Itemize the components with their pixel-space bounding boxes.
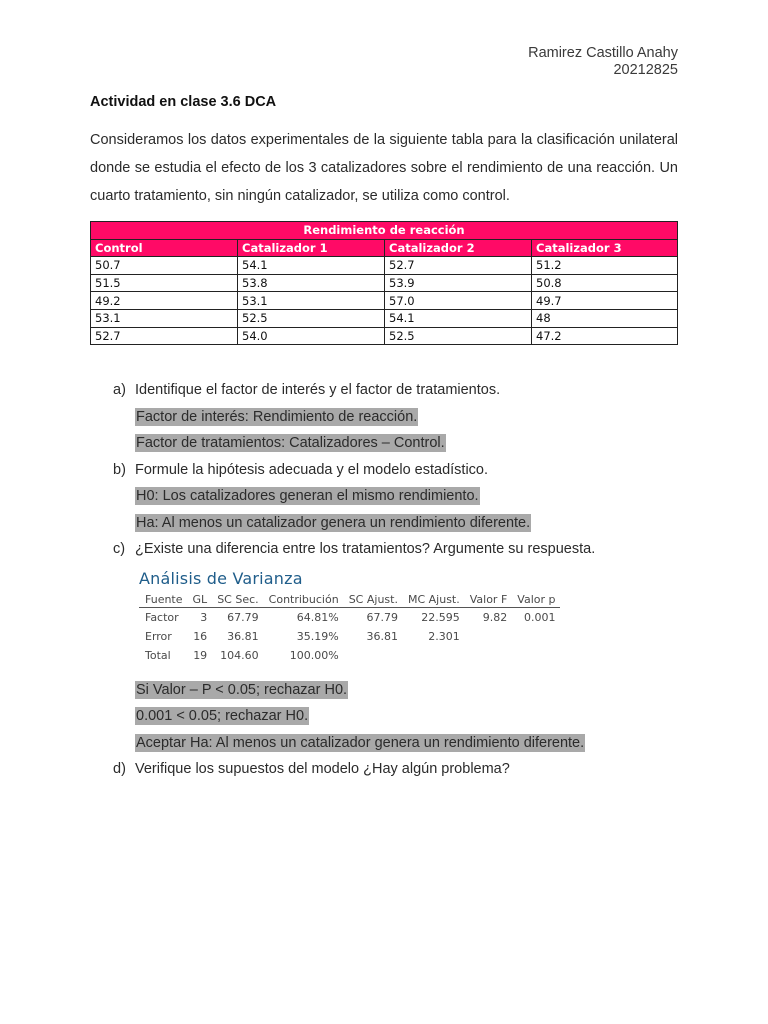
answer-highlight: Factor de tratamientos: Catalizadores – Control. bbox=[136, 435, 445, 451]
answer-highlight: Si Valor – P < 0.05; rechazar H0. bbox=[136, 681, 348, 698]
table-row bbox=[91, 274, 678, 292]
yield-data-table bbox=[90, 221, 678, 345]
question-a bbox=[113, 377, 693, 404]
anova-row bbox=[139, 646, 560, 665]
anova-cell bbox=[465, 627, 513, 646]
table-row bbox=[91, 327, 678, 345]
table-cell: 51.2 bbox=[532, 257, 678, 275]
column-header: Catalizador 1 bbox=[238, 239, 385, 257]
anova-block bbox=[139, 569, 599, 665]
anova-row bbox=[139, 607, 560, 627]
question-text: ¿Existe una diferencia entre los tratamientos? Argumente su respuesta. bbox=[135, 541, 596, 557]
anova-cell: 100.00% bbox=[289, 648, 339, 662]
author-block bbox=[528, 45, 678, 79]
column-header: Catalizador 2 bbox=[385, 239, 532, 257]
document-title: Actividad en clase 3.6 DCA bbox=[90, 94, 277, 110]
anova-cell: 104.60 bbox=[220, 648, 259, 662]
table-cell: 53.8 bbox=[238, 274, 385, 292]
table-cell: 57.0 bbox=[385, 292, 532, 310]
anova-column-header: Fuente bbox=[139, 592, 188, 608]
question-d bbox=[113, 756, 693, 783]
answer-highlight: Ha: Al menos un catalizador genera un rendimiento diferente. bbox=[136, 514, 531, 531]
anova-cell: 19 bbox=[193, 648, 208, 662]
question-b bbox=[113, 457, 693, 484]
table-header-row bbox=[91, 239, 678, 257]
list-marker: b) bbox=[113, 461, 126, 478]
anova-column-header: Valor p bbox=[512, 592, 560, 608]
list-marker: c) bbox=[113, 541, 126, 557]
question-text: Verifique los supuestos del modelo ¿Hay algún problema? bbox=[135, 761, 510, 777]
anova-cell: 36.81 bbox=[366, 629, 398, 643]
column-header: Catalizador 3 bbox=[532, 239, 678, 257]
anova-cell bbox=[403, 646, 465, 665]
table-row bbox=[91, 309, 678, 327]
question-text: Identifique el factor de interés y el factor de tratamientos. bbox=[135, 382, 501, 398]
anova-cell: 36.81 bbox=[227, 629, 259, 643]
table-cell: 49.2 bbox=[91, 292, 238, 310]
list-marker: a) bbox=[113, 382, 126, 398]
anova-cell bbox=[512, 627, 560, 646]
table-cell: 52.7 bbox=[385, 257, 532, 275]
answer-highlight: Factor de interés: Rendimiento de reacción. bbox=[136, 408, 418, 425]
anova-cell bbox=[512, 646, 560, 665]
anova-column-header: SC Sec. bbox=[212, 592, 263, 608]
anova-column-header: GL bbox=[188, 592, 213, 608]
table-cell: 54.0 bbox=[238, 327, 385, 345]
question-list bbox=[113, 377, 693, 783]
table-cell: 52.5 bbox=[385, 327, 532, 345]
anova-cell: 2.301 bbox=[428, 629, 460, 643]
table-cell: 52.5 bbox=[238, 309, 385, 327]
anova-cell: 22.595 bbox=[421, 610, 460, 624]
author-name: Ramirez Castillo Anahy bbox=[528, 45, 678, 61]
answer-highlight: Aceptar Ha: Al menos un catalizador genera un rendimiento diferente. bbox=[136, 734, 585, 751]
table-cell: 48 bbox=[532, 309, 678, 327]
anova-cell: 16 bbox=[193, 629, 208, 643]
author-id: 20212825 bbox=[613, 62, 678, 78]
anova-cell: 67.79 bbox=[366, 610, 398, 624]
table-cell: 50.7 bbox=[91, 257, 238, 275]
answer-highlight: 0.001 < 0.05; rechazar H0. bbox=[136, 708, 309, 724]
question-text: Formule la hipótesis adecuada y el modelo estadístico. bbox=[135, 461, 489, 478]
table-cell: 54.1 bbox=[385, 309, 532, 327]
list-marker: d) bbox=[113, 761, 126, 777]
anova-column-header: SC Ajust. bbox=[344, 592, 403, 608]
anova-cell: Factor bbox=[145, 610, 179, 624]
anova-cell: Total bbox=[145, 648, 171, 662]
table-cell: 50.8 bbox=[532, 274, 678, 292]
table-cell: 49.7 bbox=[532, 292, 678, 310]
anova-row bbox=[139, 627, 560, 646]
anova-title: Análisis de Varianza bbox=[139, 568, 303, 588]
anova-cell: 64.81% bbox=[296, 610, 339, 624]
table-cell: 52.7 bbox=[91, 327, 238, 345]
anova-column-header: MC Ajust. bbox=[403, 592, 465, 608]
table-cell: 53.1 bbox=[91, 309, 238, 327]
anova-column-header: Contribución bbox=[264, 592, 344, 608]
table-cell: 51.5 bbox=[91, 274, 238, 292]
table-cell: 54.1 bbox=[238, 257, 385, 275]
table-row bbox=[91, 292, 678, 310]
anova-column-header: Valor F bbox=[465, 592, 513, 608]
anova-header-row bbox=[139, 592, 560, 608]
table-cell: 53.9 bbox=[385, 274, 532, 292]
anova-cell: 9.82 bbox=[482, 610, 508, 624]
anova-cell: Error bbox=[145, 629, 172, 643]
table-caption: Rendimiento de reacción bbox=[91, 222, 678, 240]
question-c bbox=[113, 536, 693, 563]
anova-cell: 3 bbox=[200, 610, 208, 624]
table-row bbox=[91, 257, 678, 275]
anova-cell bbox=[465, 646, 513, 665]
intro-paragraph: Consideramos los datos experimentales de la siguiente tabla para la clasificación unilateral donde se estudia el efecto de los 3 catalizadores sobre el rendimiento de una reacción. Un cuarto tratamiento, sin ningún catalizador, se utiliza como control. bbox=[90, 132, 678, 204]
answer-highlight: H0: Los catalizadores generan el mismo rendimiento. bbox=[136, 488, 479, 504]
table-cell: 53.1 bbox=[238, 292, 385, 310]
anova-cell: 0.001 bbox=[523, 610, 556, 624]
anova-table bbox=[139, 592, 560, 665]
column-header: Control bbox=[91, 239, 238, 257]
anova-cell: 35.19% bbox=[296, 629, 339, 643]
anova-cell bbox=[344, 646, 403, 665]
table-cell: 47.2 bbox=[532, 327, 678, 345]
anova-cell: 67.79 bbox=[227, 610, 259, 624]
